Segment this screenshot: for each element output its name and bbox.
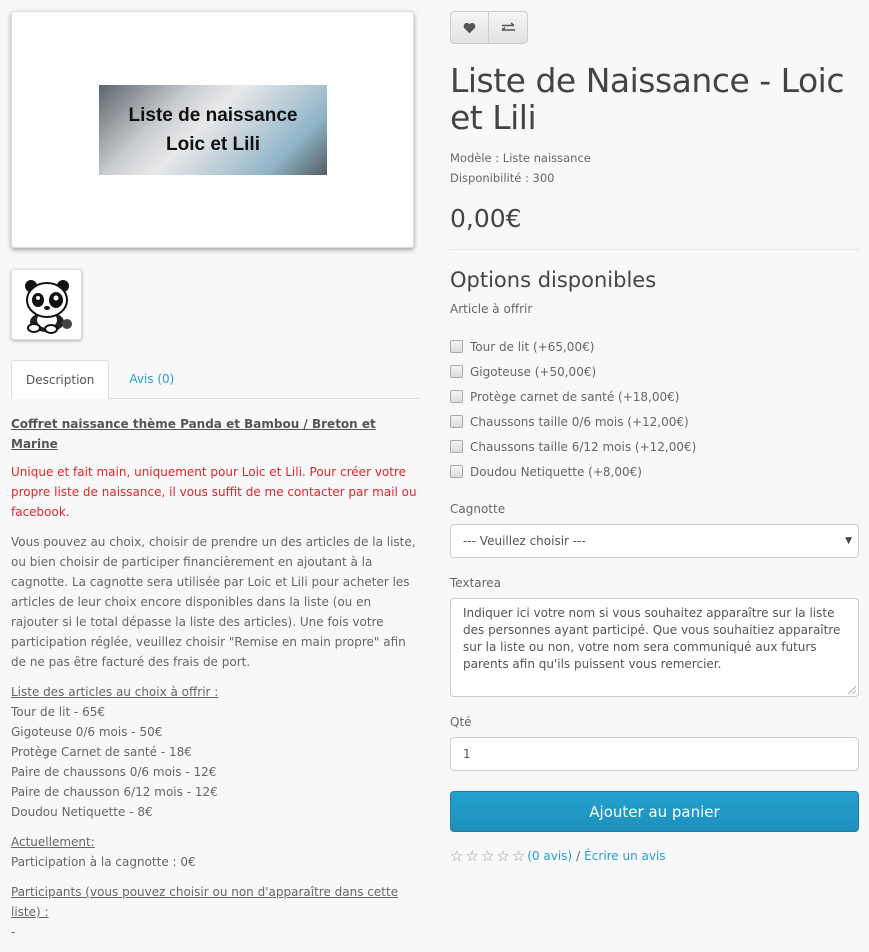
product-model: Modèle : Liste naissance <box>450 151 591 165</box>
product-title: Liste de Naissance - Loic et Lili <box>450 61 844 137</box>
product-gallery-column <box>11 11 420 952</box>
article-item: Paire de chausson 6/12 mois - 12€ <box>11 785 218 799</box>
option-row[interactable] <box>450 434 859 459</box>
exchange-icon <box>501 22 516 33</box>
checkbox[interactable] <box>450 365 463 378</box>
cagnotte-select[interactable] <box>450 524 859 558</box>
product-info-column <box>450 11 859 865</box>
cagnotte-selected-value: --- Veuillez choisir --- <box>463 534 586 548</box>
article-item: Doudou Netiquette - 8€ <box>11 805 153 819</box>
option-row[interactable] <box>450 334 859 359</box>
description-panel <box>11 399 420 942</box>
article-item: Protège Carnet de santé - 18€ <box>11 745 192 759</box>
option-row[interactable] <box>450 359 859 384</box>
add-to-cart-button[interactable]: Ajouter au panier <box>450 791 859 832</box>
heart-icon <box>463 22 476 34</box>
description-notice: Unique et fait main, uniquement pour Loic et Lili. Pour créer votre propre liste de naissance, il vous suffit de me contacter par mail ou facebook. <box>11 465 417 519</box>
panda-icon <box>19 276 75 334</box>
star-empty-icon: ☆ <box>480 847 495 865</box>
tab-description[interactable]: Description <box>11 360 109 399</box>
checkbox[interactable] <box>450 390 463 403</box>
current-value: Participation à la cagnotte : 0€ <box>11 855 196 869</box>
message-textarea[interactable] <box>450 598 859 697</box>
qty-label: Qté <box>450 715 472 729</box>
divider <box>450 249 859 250</box>
textarea-label: Textarea <box>450 576 502 590</box>
option-label: Chaussons taille 0/6 mois (+12,00€) <box>470 414 689 429</box>
product-price: 0,00€ <box>450 204 522 233</box>
product-tabs <box>11 360 420 399</box>
star-empty-icon: ☆ <box>511 847 526 865</box>
option-label: Doudou Netiquette (+8,00€) <box>470 464 642 479</box>
option-label: Gigoteuse (+50,00€) <box>470 364 597 379</box>
articles-list-title: Liste des articles au choix à offrir : <box>11 685 219 699</box>
tab-reviews[interactable]: Avis (0) <box>129 372 175 386</box>
product-action-buttons <box>450 11 529 44</box>
rating-bar <box>450 847 859 865</box>
star-empty-icon: ☆ <box>496 847 510 865</box>
participants-value: - <box>11 925 16 939</box>
product-banner-image <box>99 85 327 175</box>
participants-title: Participants (vous pouvez choisir ou non d'apparaître dans cette liste) : <box>11 885 399 919</box>
description-intro: Vous pouvez au choix, choisir de prendre un des articles de la liste, ou bien choisir de participer financièrement en ajoutant à la cagnotte. La cagnotte sera utilisée par Loic et Lili pour acheter les articles de leur choix encore disponibles dans la liste (ou en rajouter si le total dépasse la liste des articles). Une fois votre participation réglée, veuillez choisir "Remise en main propre" afin de ne pas être facturé des frais de port. <box>11 535 416 669</box>
write-review-link[interactable]: Écrire un avis <box>584 849 666 863</box>
article-label: Article à offrir <box>450 302 533 316</box>
option-row[interactable] <box>450 384 859 409</box>
checkbox[interactable] <box>450 340 463 353</box>
option-label: Chaussons taille 6/12 mois (+12,00€) <box>470 439 697 454</box>
article-checkboxes <box>450 334 859 484</box>
current-title: Actuellement: <box>11 835 95 849</box>
caret-down-icon: ▼ <box>845 536 852 546</box>
separator: / <box>576 849 581 863</box>
product-availability: Disponibilité : 300 <box>450 171 555 185</box>
product-meta <box>450 148 859 188</box>
description-heading: Coffret naissance thème Panda et Bambou / Breton et Marine <box>11 417 376 451</box>
resize-handle-icon[interactable] <box>848 686 856 694</box>
option-row[interactable] <box>450 459 859 484</box>
article-item: Tour de lit - 65€ <box>11 705 106 719</box>
compare-button[interactable] <box>489 11 528 44</box>
star-empty-icon: ☆ <box>450 847 464 865</box>
reviews-count-link[interactable]: (0 avis) <box>527 849 573 863</box>
wishlist-button[interactable] <box>450 11 489 44</box>
quantity-input[interactable] <box>450 737 859 771</box>
quantity-value: 1 <box>463 747 471 761</box>
option-row[interactable] <box>450 409 859 434</box>
checkbox[interactable] <box>450 465 463 478</box>
main-product-image[interactable] <box>11 11 414 248</box>
textarea-value: Indiquer ici votre nom si vous souhaitez apparaître sur la liste des personnes ayant participé. Que vous souhaitiez apparaître sur la liste ou non, votre nom sera communiqué aux futurs parents afin qu'ils puissent vous remercier. <box>463 606 841 671</box>
article-item: Gigoteuse 0/6 mois - 50€ <box>11 725 163 739</box>
checkbox[interactable] <box>450 415 463 428</box>
participants <box>11 882 420 942</box>
option-label: Tour de lit (+65,00€) <box>470 339 595 354</box>
current-status <box>11 832 420 872</box>
banner-text-line1: Liste de naissance <box>128 105 298 126</box>
star-empty-icon: ☆ <box>465 847 479 865</box>
banner-text-line2: Loic et Lili <box>166 134 260 155</box>
checkbox[interactable] <box>450 440 463 453</box>
options-title: Options disponibles <box>450 268 657 292</box>
cagnotte-label: Cagnotte <box>450 502 506 516</box>
thumbnail-image[interactable] <box>11 269 82 340</box>
article-item: Paire de chaussons 0/6 mois - 12€ <box>11 765 217 779</box>
option-label: Protège carnet de santé (+18,00€) <box>470 389 680 404</box>
articles-list <box>11 682 420 822</box>
